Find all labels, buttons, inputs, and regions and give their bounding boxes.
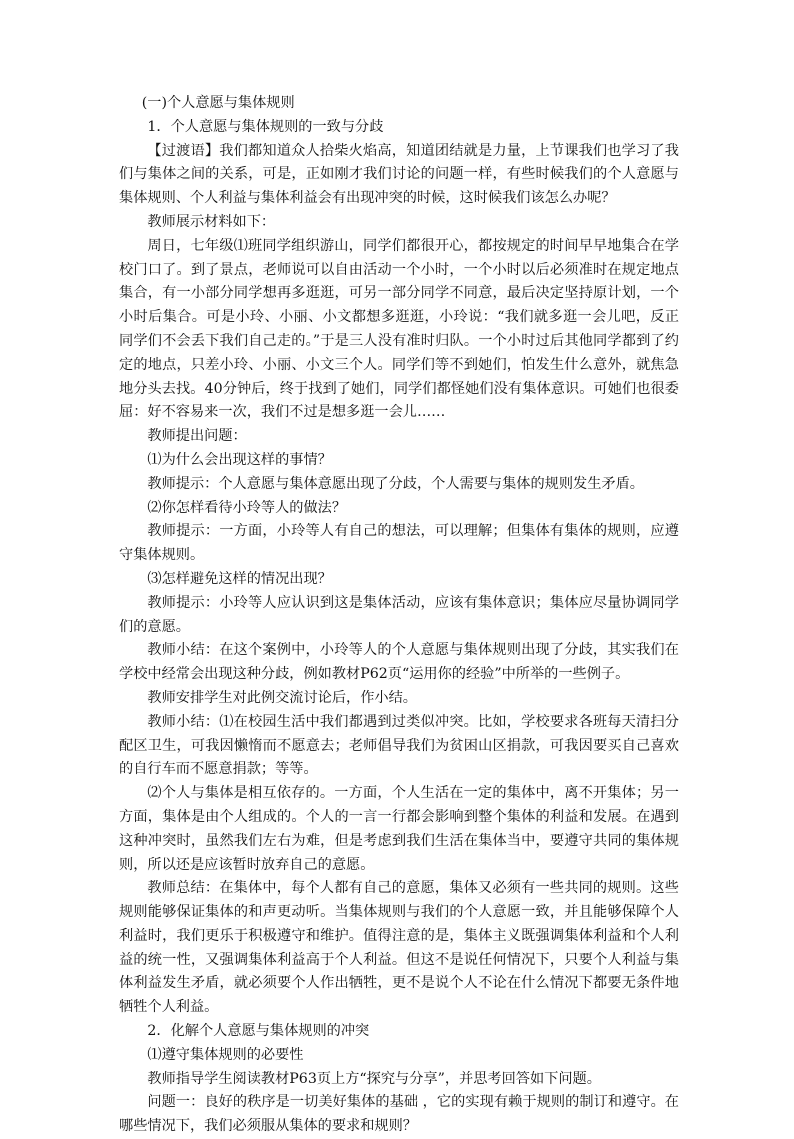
body-paragraph: 教师提出问题： [147,428,247,445]
body-paragraph: 教师指导学生阅读教材P63页上方“探究与分享”，并思考回答如下问题。 [147,1070,601,1087]
case-material-paragraph: 周日，七年级⑴班同学组织游山，同学们都很开心，都按规定的时间早早地集合在学校门口了。到了景点，老师说可以自由活动一个小时，一个小时以后必须准时在规定地点集合，有一小部分同学想再多逛逛，可另一部分同学不同意，最后决定坚持原计划，一个小时后集合。可是小玲、小丽、小文都想多逛逛，小玲说：“我们就多逛一会儿吧，反正同学们不会丢下我们自己走的。”于是三人没有准时归队。一个小时过后其他同学都到了约定的地点，只差小玲、小丽、小文三个人。同学们等不到她们，怕发生什么意外，就焦急地分头去找。40分钟后，终于找到了她们，同学们都怪她们没有集体意识。可她们也很委屈：好不容易来一次，我们不过是想多逛一会儿…… [119,237,679,421]
section-heading: (一)个人意愿与集体规则 [141,95,295,111]
question-item: ⑴为什么会出现这样的事情？ [147,451,332,468]
body-paragraph: 教师展示材料如下： [147,213,276,230]
question-paragraph: 问题一：良好的秩序是一切美好集体的基础 ，它的实现有赖于规则的制订和遵守。在哪些情况下，我们必须服从集体的要求和规则？ [119,1094,679,1135]
body-paragraph: 教师安排学生对此例交流讨论后，作小结。 [147,689,417,706]
teacher-hint: 教师提示：个人意愿与集体意愿出现了分歧，个人需要与集体的规则发生矛盾。 [147,475,644,492]
subsection-heading: 2．化解个人意愿与集体规则的冲突 [147,1023,370,1040]
transition-paragraph: 【过渡语】我们都知道众人拾柴火焰高，知道团结就是力量，上节课我们也学习了我们与集体之间的关系，可是，正如刚才我们讨论的问题一样，有些时候我们的个人意愿与集体规则、个人利益与集体利益会有出现冲突的时候，这时候我们该怎么办呢？ [119,142,679,207]
question-item: ⑵你怎样看待小玲等人的做法？ [147,499,347,516]
teacher-summary: 教师小结：⑴在校园生活中我们都遇到过类似冲突。比如，学校要求各班每天清扫分配区卫生，可我因懒惰而不愿意去；老师倡导我们为贫困山区捐款，可我因要买自己喜欢的自行车而不愿意捐款；等等。 [119,713,679,778]
teacher-summary: 教师小结：在这个案例中，小玲等人的个人意愿与集体规则出现了分歧，其实我们在学校中经常会出现这种分歧，例如教材P62页“运用你的经验”中所举的一些例子。 [119,642,679,683]
document-body [119,92,679,1139]
subsection-item: ⑴遵守集体规则的必要性 [147,1046,304,1063]
teacher-hint: 教师提示：一方面，小玲等人有自己的想法，可以理解；但集体有集体的规则，应遵守集体规则。 [119,523,679,564]
body-paragraph: ⑵个人与集体是相互依存的。一方面，个人生活在一定的集体中，离不开集体；另一方面，集体是由个人组成的。个人的一言一行都会影响到整个集体的利益和发展。在遇到这种冲突时，虽然我们左右为难，但是考虑到我们生活在集体当中，要遵守共同的集体规则，所以还是应该暂时放弃自己的意愿。 [119,785,679,873]
teacher-hint: 教师提示：小玲等人应认识到这是集体活动，应该有集体意识；集体应尽量协调同学们的意愿。 [119,594,679,635]
subsection-heading: 1．个人意愿与集体规则的一致与分歧 [147,118,384,135]
question-item: ⑶怎样避免这样的情况出现？ [147,570,332,587]
teacher-conclusion: 教师总结：在集体中，每个人都有自己的意愿，集体又必须有一些共同的规则。这些规则能够保证集体的和声更动听。当集体规则与我们的个人意愿一致，并且能够保障个人利益时，我们更乐于积极遵守和维护。值得注意的是，集体主义既强调集体利益和个人利益的统一性，又强调集体利益高于个人利益。但这不是说任何情况下，只要个人利益与集体利益发生矛盾，就必须要个人作出牺牲，更不是说个人不论在什么情况下都要无条件地牺牲个人利益。 [119,880,679,1016]
